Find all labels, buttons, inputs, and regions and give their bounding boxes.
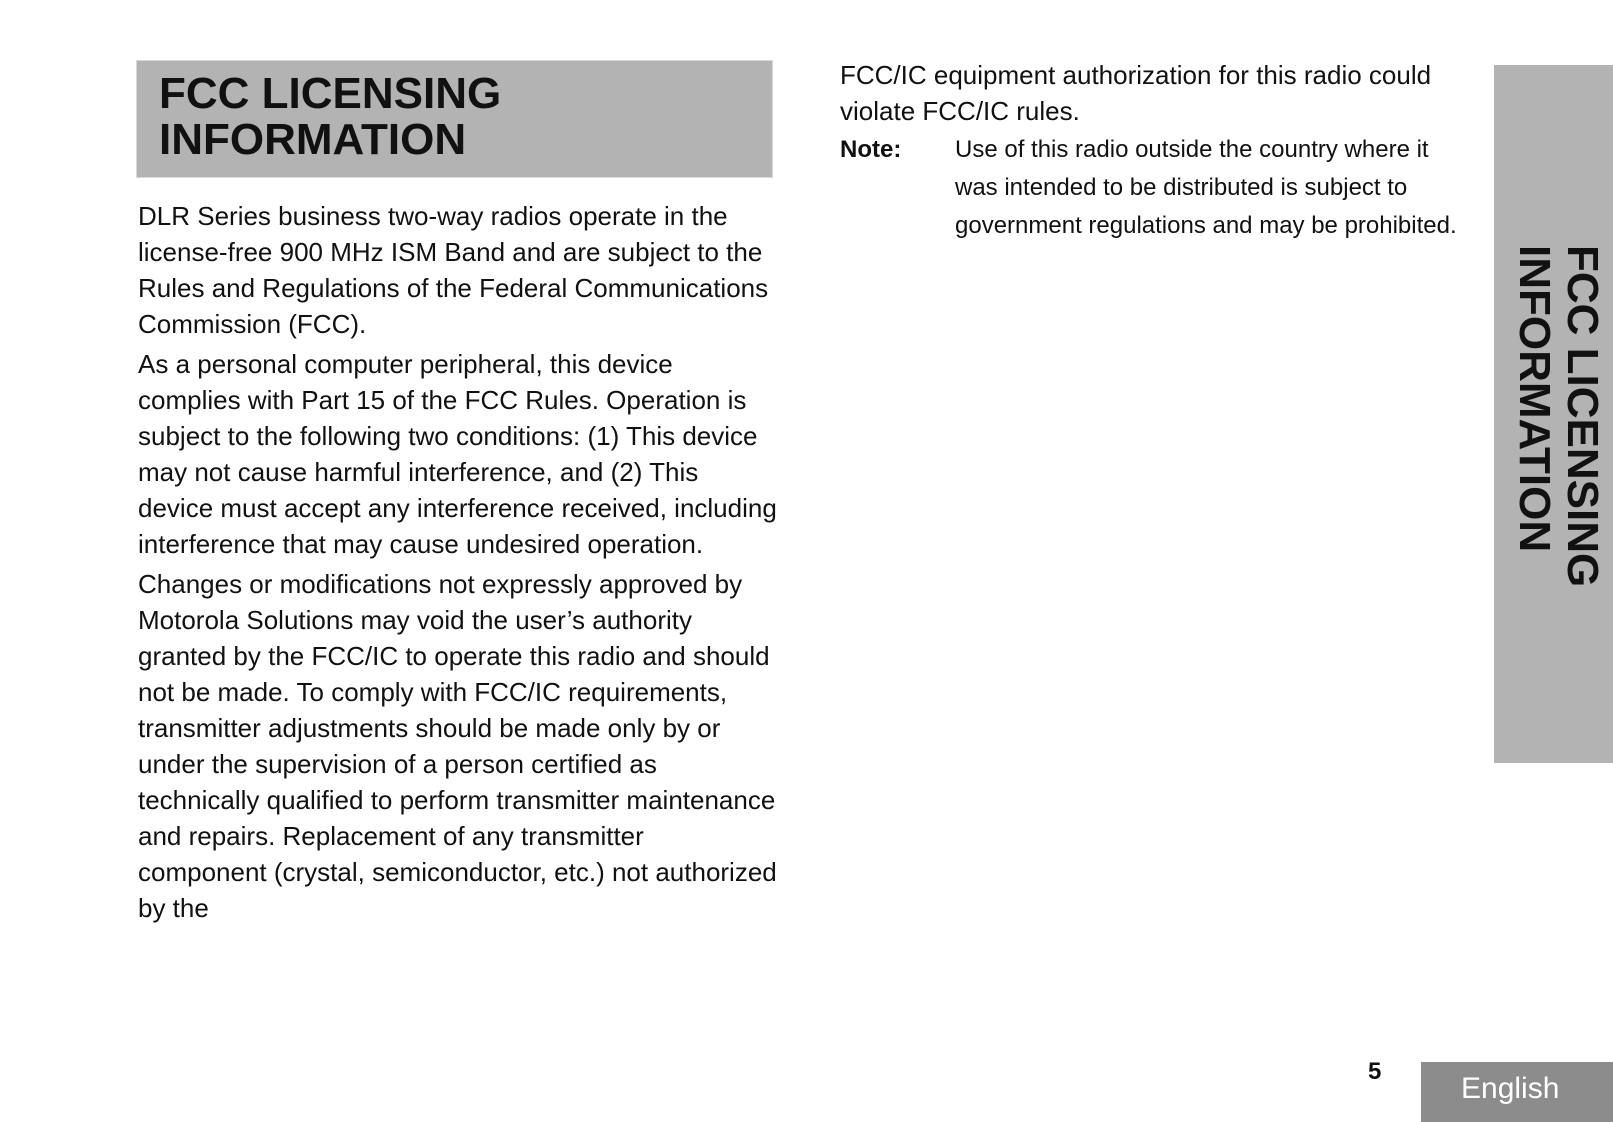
note-label: Note: [840,136,902,163]
section-side-tab [1494,65,1613,763]
note-text: Use of this radio outside the country where it was intended to be distributed is subject to government regulations and may be prohibited. [955,136,1457,239]
page-number: 5 [1368,1058,1382,1085]
language-label: English [1461,1072,1560,1105]
section-heading [159,71,501,163]
section-heading-box [136,60,773,178]
paragraph-part-15: As a personal computer peripheral, this device complies with Part 15 of the FCC Rules. Operation is subject to the following two conditions: (1) This device may not cause harmful interference, and (2) This device must accept any interference received, including interference that may cause undesired operation. [138,349,777,559]
right-column [840,57,1480,245]
note-block [840,131,1480,245]
section-heading-line2: INFORMATION [159,115,467,164]
paragraph-continuation: FCC/IC equipment authorization for this radio could violate FCC/IC rules. [840,60,1432,126]
side-tab-line1: FCC LICENSING [1558,245,1607,588]
paragraph-modifications: Changes or modifications not expressly approved by Motorola Solutions may void the user’s authority granted by the FCC/IC to operate this radio and should not be made. To comply with FCC/IC requirements, transmitter adjustments should be made only by or under the supervision of a person certified as technically qualified to perform transmitter maintenance and repairs. Replacement of any transmitter component (crystal, semiconductor, etc.) not authorized by the [138,569,777,923]
section-heading-line1: FCC LICENSING [159,69,502,118]
language-tab [1421,1062,1613,1122]
paragraph-ism-band: DLR Series business two-way radios operate in the license-free 900 MHz ISM Band and are subject to the Rules and Regulations of the Federal Communications Commission (FCC). [138,201,769,339]
left-column [138,198,778,930]
side-tab-label [1506,245,1606,587]
side-tab-line2: INFORMATION [1510,245,1559,553]
